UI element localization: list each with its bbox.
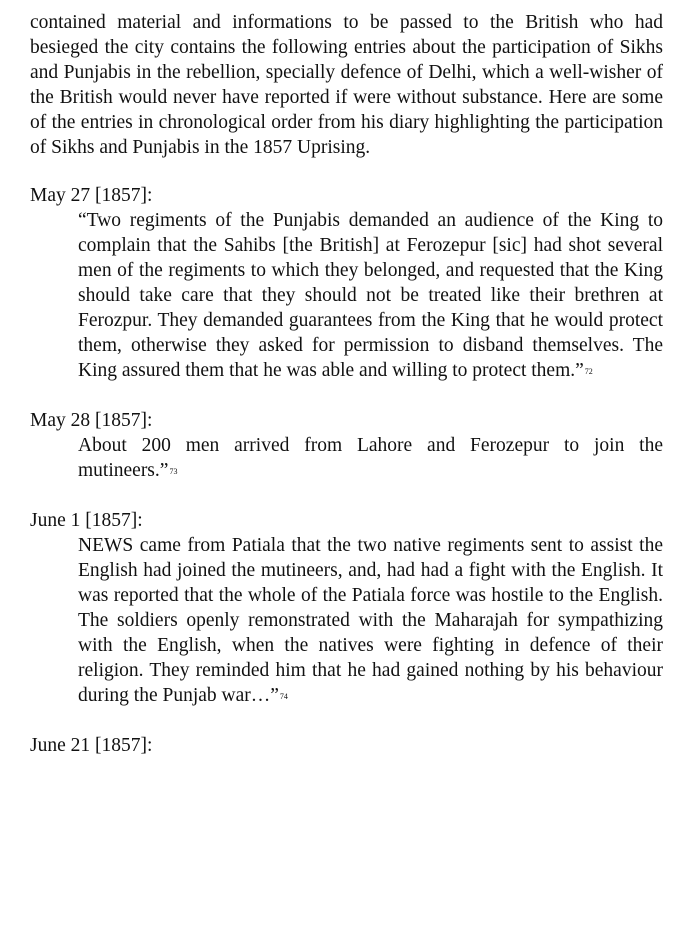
entry-date: June 1 [1857]: (30, 510, 143, 531)
entry-quote-text: “Two regiments of the Punjabis demanded an audience of the King to complain that the Sahibs [the British] at Ferozepur [sic] had shot several men of the regiments to which they belonged, and requested that the King should take care that they should not be treated like their brethren at Ferozpur. They demanded guarantees from the King that he would protect them, otherwise they asked for permission to disband themselves. The King assured them that he was able and willing to protect them.” (78, 210, 663, 381)
entry-date: May 28 [1857]: (30, 410, 153, 431)
entry-quote (78, 433, 663, 483)
entry-quote-text: NEWS came from Patiala that the two native regiments sent to assist the English had joined the mutineers, and, had had a fight with the English. It was reported that the whole of the Patiala force was hostile to the English. The soldiers openly remonstrated with the Maharajah for sympathizing with the English, when the natives were fighting in defence of their religion. They reminded him that he had gained nothing by his behaviour during the Punjab war…” (78, 535, 663, 706)
entry-quote (78, 533, 663, 708)
document-page (30, 10, 663, 783)
entry-quote (78, 208, 663, 383)
entry-quote-text: About 200 men arrived from Lahore and Ferozepur to join the mutineers.” (78, 435, 663, 481)
diary-entry-may-27 (30, 183, 663, 383)
intro-paragraph: contained material and informations to be passed to the British who had besieged the city contains the following entries about the participation of Sikhs and Punjabis in the rebellion, specially defence of Delhi, which a well-wisher of the British would never have reported if were without substance. Here are some of the entries in chronological order from his diary highlighting the participation of Sikhs and Punjabis in the 1857 Uprising. (30, 12, 663, 158)
diary-entry-may-28 (30, 408, 663, 483)
footnote-ref: 73 (169, 467, 178, 476)
diary-entry-june-21 (30, 733, 663, 758)
footnote-ref: 74 (279, 692, 288, 701)
footnote-ref: 72 (584, 367, 593, 376)
diary-entry-june-1 (30, 508, 663, 708)
entry-date: May 27 [1857]: (30, 185, 153, 206)
entry-date: June 21 [1857]: (30, 735, 153, 756)
